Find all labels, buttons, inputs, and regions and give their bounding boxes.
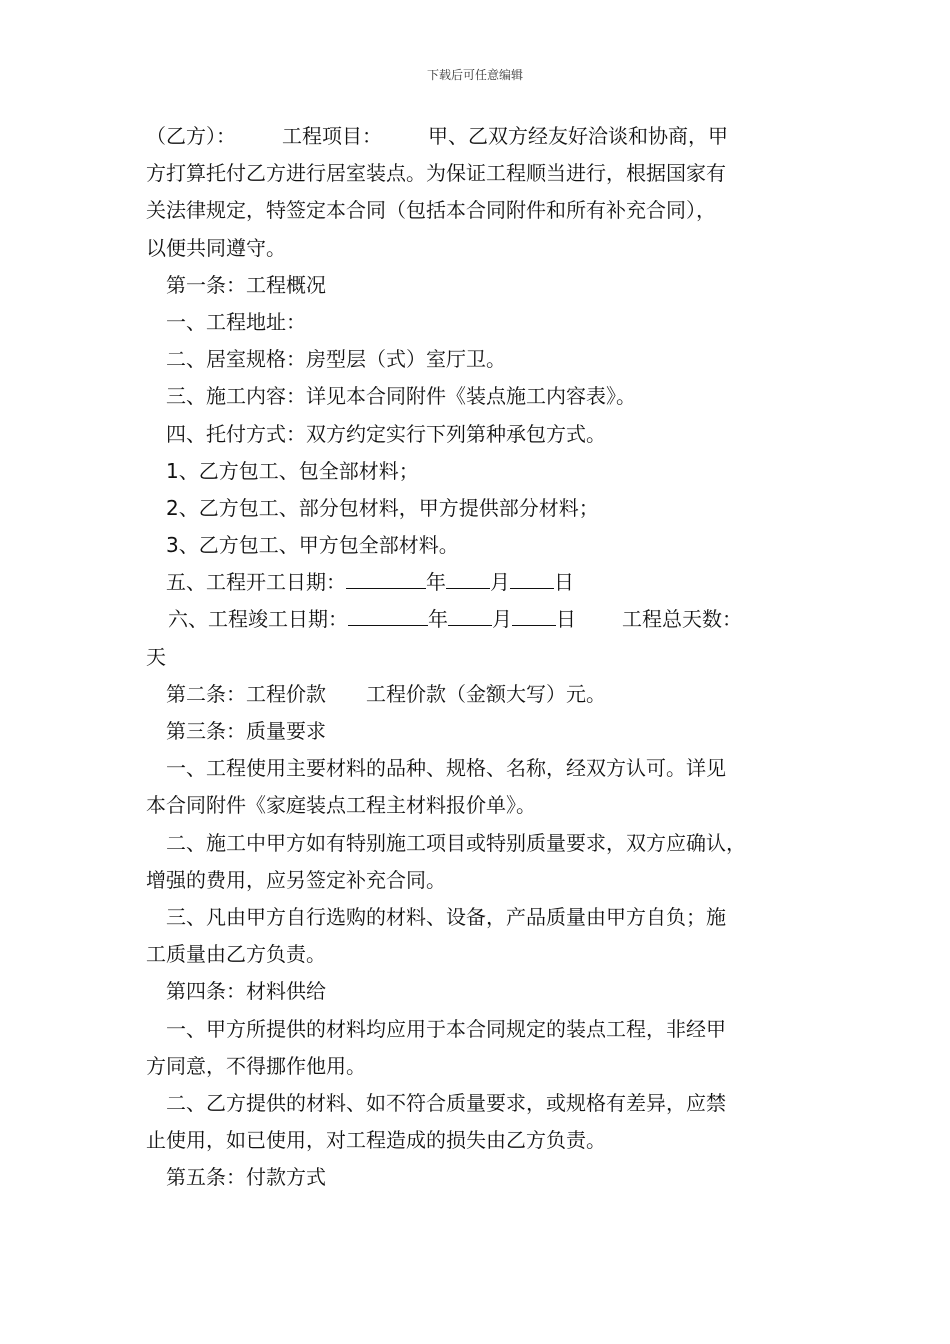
article-3-p1-line-1: 一、工程使用主要材料的品种、规格、名称，经双方认可。详见	[166, 756, 726, 781]
total-days-unit: 天	[146, 644, 166, 669]
intro-line-1	[146, 118, 836, 155]
article-2-line	[146, 676, 836, 713]
intro-line-3: 关法律规定，特签定本合同（包括本合同附件和所有补充合同），	[146, 198, 716, 223]
article-1-item-1: 一、工程地址：	[166, 309, 306, 334]
total-days-label: 工程总天数：	[622, 607, 742, 632]
article-3-p3-line-1: 三、凡由甲方自行选购的材料、设备，产品质量由甲方自负；施	[166, 904, 726, 929]
article-1-item-3: 三、施工内容：详见本合同附件《装点施工内容表》。	[166, 384, 636, 409]
article-2-title: 第二条：工程价款	[166, 681, 326, 706]
article-1-item-2: 二、居室规格：房型层（式）室厅卫。	[166, 347, 506, 372]
intro-line-4: 以便共同遵守。	[146, 235, 286, 260]
start-day-blank	[510, 566, 554, 589]
project-label: 工程项目：	[282, 124, 382, 148]
page-header-note: 下载后可任意编辑	[426, 68, 523, 82]
article-3-title: 第三条：质量要求	[166, 719, 326, 743]
article-4-p1-line-1: 一、甲方所提供的材料均应用于本合同规定的装点工程，非经甲	[166, 1016, 726, 1041]
article-4-p2-line-2: 止使用，如已使用，对工程造成的损失由乙方负责。	[146, 1128, 606, 1153]
article-4-p2-line-1: 二、乙方提供的材料、如不符合质量要求，或规格有差异，应禁	[166, 1090, 726, 1115]
article-1-item-4: 四、托付方式：双方约定实行下列第种承包方式。	[166, 421, 606, 446]
end-year-blank	[348, 603, 428, 626]
end-month-blank	[448, 603, 492, 626]
end-date-label: 六、工程竣工日期：	[168, 607, 348, 632]
article-1-title: 第一条：工程概况	[166, 272, 326, 297]
end-month-label: 月	[492, 607, 512, 632]
article-5-title: 第五条：付款方式	[166, 1165, 326, 1190]
contract-body	[146, 118, 836, 1196]
start-month-blank	[446, 566, 490, 589]
article-3-p3-line-2: 工质量由乙方负责。	[146, 942, 326, 967]
start-month-label: 月	[490, 570, 510, 595]
start-date-line	[146, 564, 836, 601]
article-3-p2-line-2: 增强的费用，应另签定补充合同。	[146, 867, 446, 892]
start-year-blank	[346, 566, 426, 589]
contract-option-1: 1、乙方包工、包全部材料；	[166, 458, 419, 483]
start-date-label: 五、工程开工日期：	[166, 570, 346, 595]
article-3-p2-line-1: 二、施工中甲方如有特别施工项目或特别质量要求，双方应确认，	[166, 830, 746, 855]
contract-option-3: 3、乙方包工、甲方包全部材料。	[166, 533, 459, 558]
end-day-blank	[512, 603, 556, 626]
end-year-label: 年	[428, 607, 448, 632]
end-day-label: 日	[556, 607, 576, 632]
party-b-label: （乙方）：	[146, 124, 236, 148]
contract-option-2: 2、乙方包工、部分包材料，甲方提供部分材料；	[166, 495, 599, 520]
end-date-line	[146, 601, 836, 638]
article-4-title: 第四条：材料供给	[166, 979, 326, 1004]
intro-text: 甲、乙双方经友好洽谈和协商，甲	[428, 124, 728, 148]
article-4-p1-line-2: 方同意，不得挪作他用。	[146, 1053, 366, 1078]
start-year-label: 年	[426, 570, 446, 595]
intro-line-2: 方打算托付乙方进行居室装点。为保证工程顺当进行，根据国家有	[146, 161, 726, 186]
article-3-p1-line-2: 本合同附件《家庭装点工程主材料报价单》。	[146, 793, 536, 818]
start-day-label: 日	[554, 570, 574, 595]
article-2-price: 工程价款（金额大写）元。	[366, 681, 606, 706]
